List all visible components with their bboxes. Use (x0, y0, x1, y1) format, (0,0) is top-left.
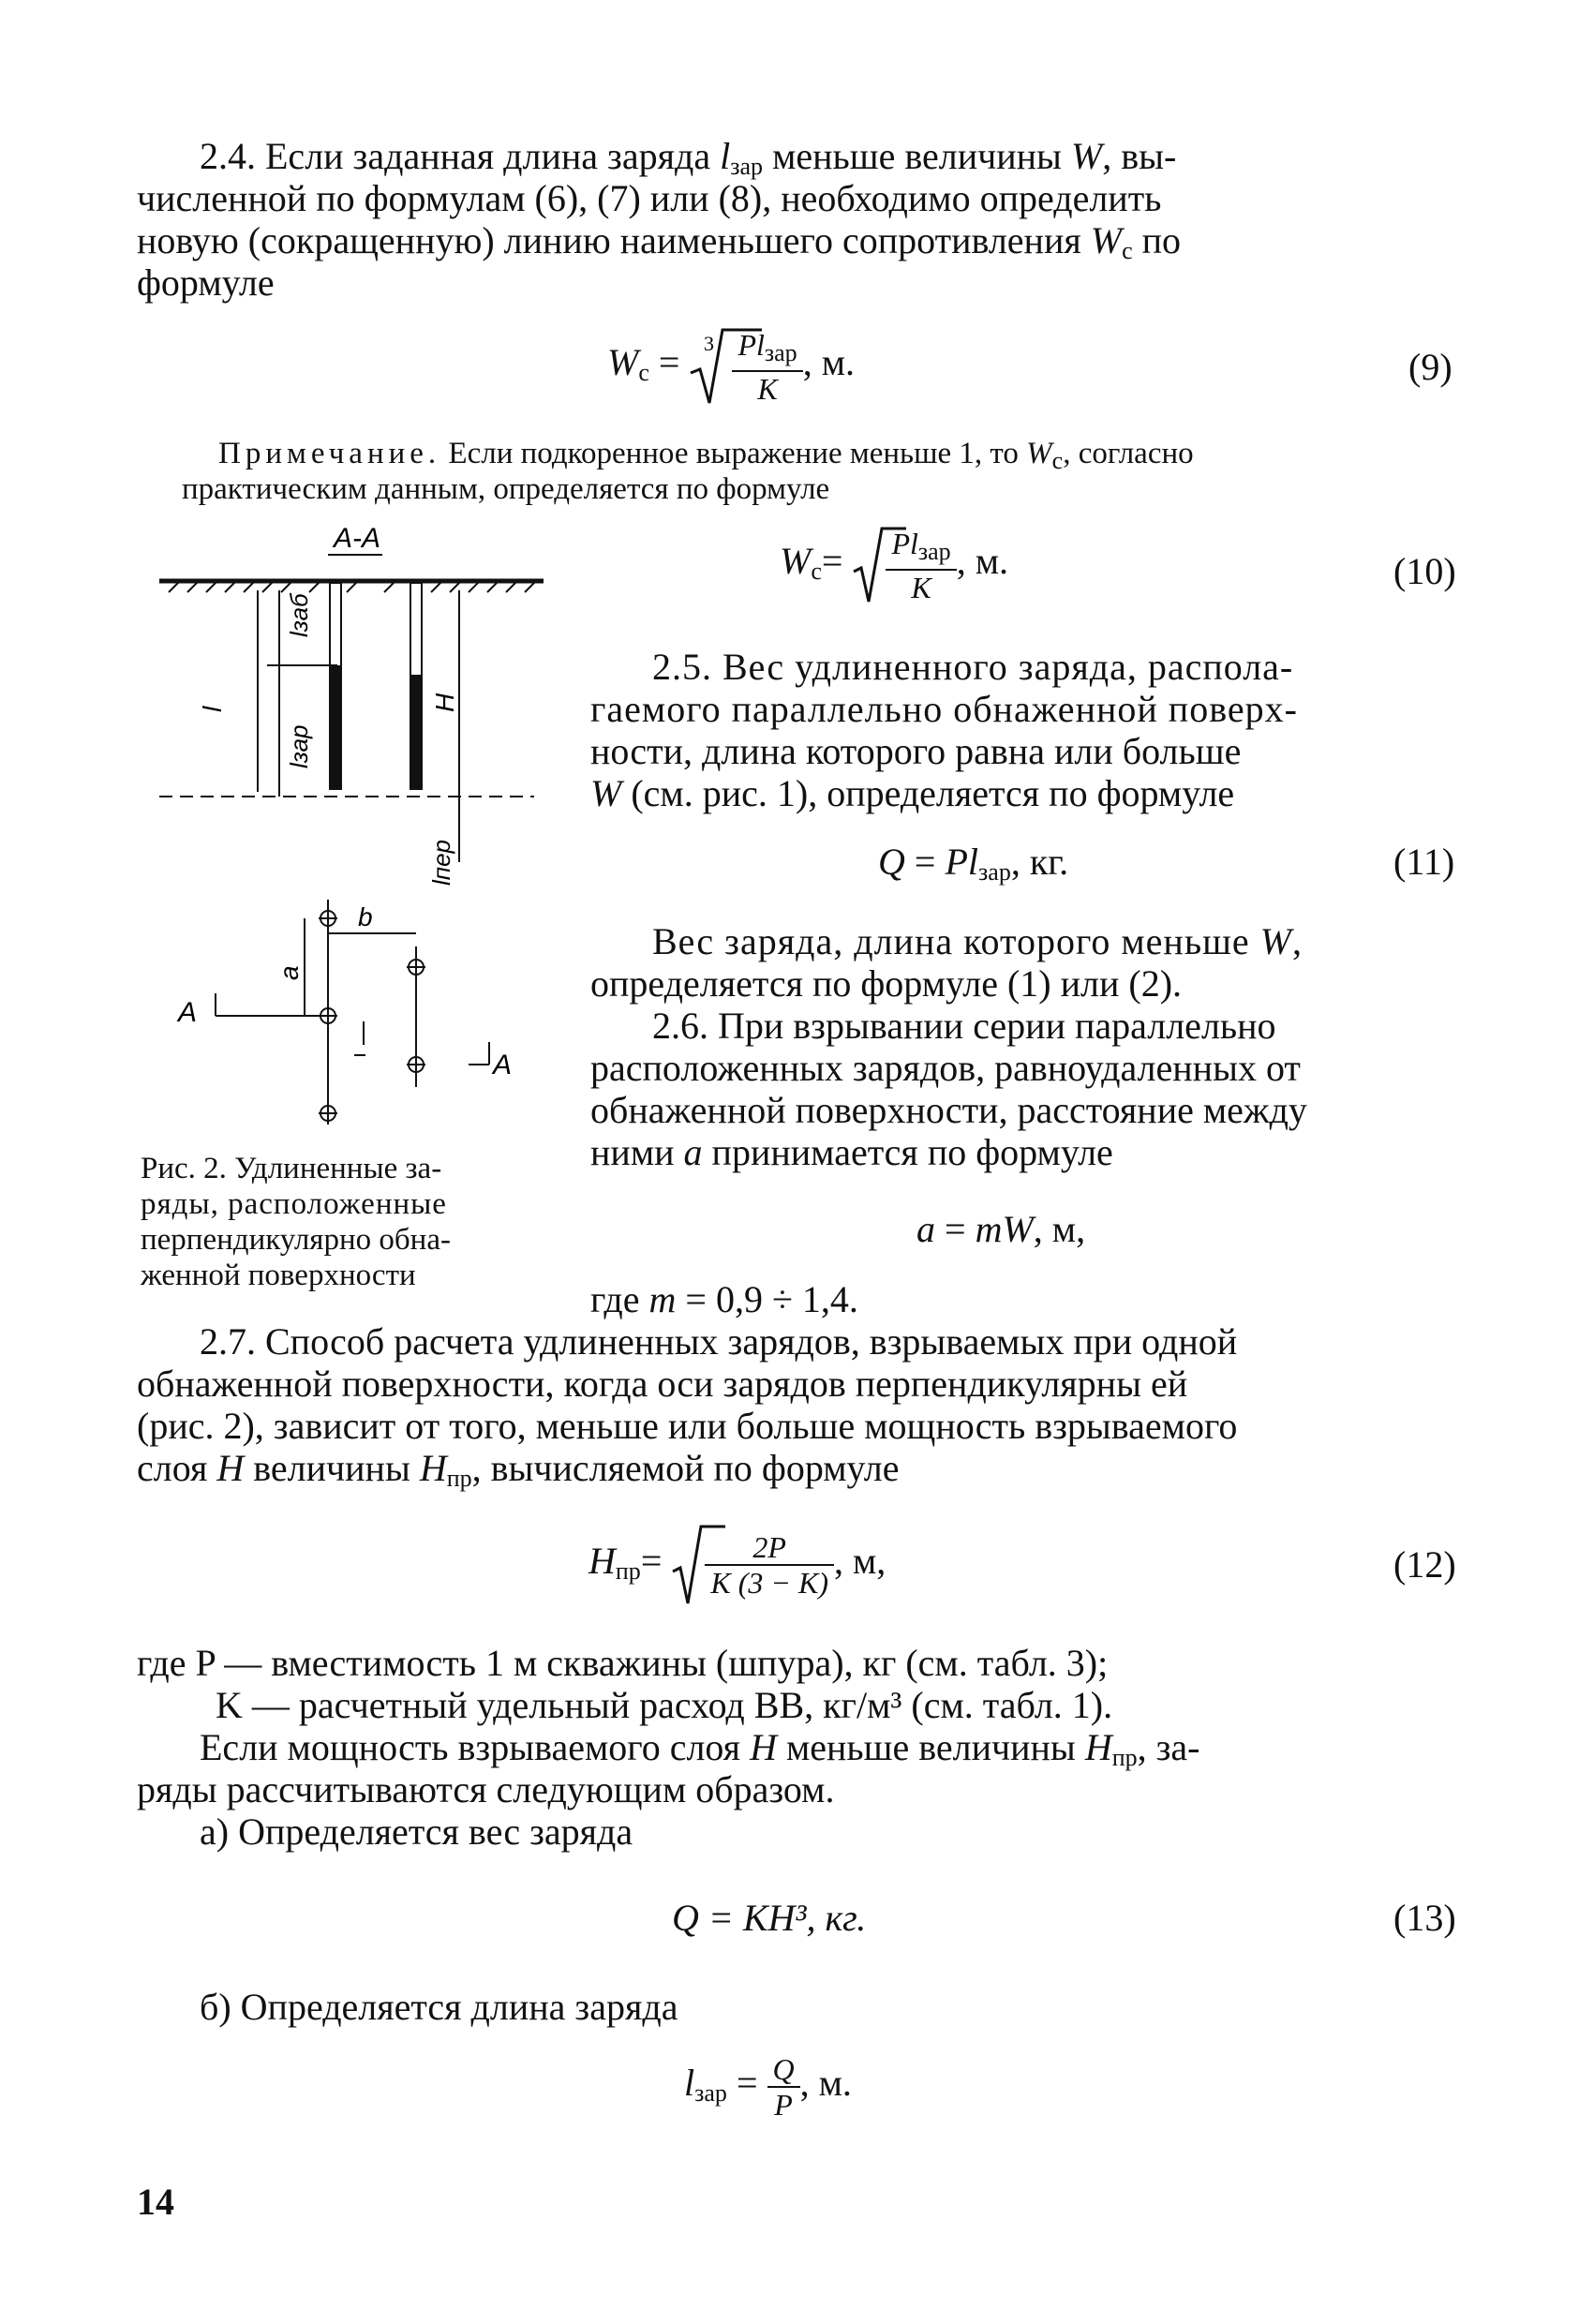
p25-line3: ности, длина которого равна или больше (590, 730, 1242, 772)
p27b-line2: ряды рассчитываются следующим образом. (137, 1768, 835, 1810)
label-H: H (430, 693, 459, 712)
label-lzar: lзар (285, 724, 313, 768)
figure-2 (150, 525, 581, 1125)
label-b: b (358, 902, 373, 931)
p25b-line1: Вес заряда, длина которого меньше W, (652, 920, 1303, 962)
p27-line3: (рис. 2), зависит от того, меньше или больше мощность взрываемого (137, 1405, 1238, 1447)
sym-zar: зар (730, 153, 764, 180)
formula-12: $H_{пр}=$ $\frac{2P}{K (3 - K)}$ , м, (588, 1523, 886, 1607)
formula-11: $Q = Pl_{зар}$, кг. (878, 841, 1069, 886)
p27b-a: а) Определяется вес заряда (200, 1810, 633, 1853)
figure-caption-2: ряды, расположенные (141, 1187, 447, 1221)
where-K: K — расчетный удельный расход ВВ, кг/м³ (см. табл. 1). (216, 1684, 1113, 1726)
eq-number-13: (13) (1393, 1897, 1456, 1939)
formula-lzar: $l_{зар}$ = $\frac{Q}{P}$ , м. (684, 2052, 852, 2122)
p26-line1: 2.6. При взрывании серии параллельно (652, 1005, 1276, 1047)
sym-c: с (638, 359, 649, 387)
p27-line1: 2.7. Способ расчета удлиненных зарядов, взрываемых при одной (200, 1320, 1238, 1363)
p27-line4: слоя H величины $H_{пр}$, вычисляемой по формуле (137, 1447, 900, 1492)
page-number: 14 (137, 2181, 174, 2223)
fraction: $\frac{Pl_{зар}}{K}$ (732, 328, 802, 406)
p24-line2: численной по формулам (6), (7) или (8), необходимо определить (137, 177, 1162, 219)
formula-13: Q = KH³, кг. (672, 1897, 867, 1939)
unit: , м. (802, 341, 855, 384)
where-P: где P — вместимость 1 м скважины (шпура), кг (см. табл. 3); (137, 1642, 1109, 1684)
note-line1: Примечание. Если подкоренное выражение меньше 1, то $W_с$, согласно (218, 437, 1194, 474)
root-index: 3 (704, 332, 715, 355)
note-text: Если подкоренное выражение меньше 1, то (440, 437, 1027, 470)
fraction: $\frac{2P}{K (3 - K)}$ (705, 1530, 834, 1600)
sym-Wc: W (607, 341, 639, 384)
p27b-b: б) Определяется длина заряда (200, 1986, 678, 2028)
p27b-line1: Если мощность взрываемого слоя H меньше величины $H_{пр}$, за- (200, 1726, 1200, 1771)
section-label: А-А (334, 525, 381, 554)
p25-line2: гаемого параллельно обнаженной поверх- (590, 688, 1298, 730)
p25-line4: W (см. рис. 1), определяется по формуле (590, 772, 1235, 814)
note-line2: практическим данным, определяется по формуле (182, 472, 830, 506)
label-lzab: lзаб (285, 593, 313, 637)
eq-number-11: (11) (1393, 841, 1455, 883)
p24-num: 2.4. (200, 135, 256, 177)
p24-text: по (1132, 219, 1182, 261)
eq-number-12: (12) (1393, 1543, 1456, 1586)
note-label: Примечание. (218, 437, 441, 470)
p25-line1: 2.5. Вес удлиненного заряда, распола- (652, 646, 1294, 688)
figure-caption-1: Рис. 2. Удлиненные за- (141, 1152, 442, 1185)
plan-view (216, 900, 489, 1125)
p26-line3: обнаженной поверхности, расстояние между (590, 1089, 1307, 1131)
p24-text: новую (сокращенную) линию наименьшего сопротивления (137, 219, 1091, 261)
fraction: $\frac{Q}{P}$ (767, 2052, 800, 2122)
sym-l: l (720, 135, 731, 177)
eq-number-9: (9) (1408, 346, 1452, 388)
p27-line2: обнаженной поверхности, когда оси зарядов перпендикулярны ей (137, 1363, 1188, 1405)
p24-text: меньше величины (763, 135, 1071, 177)
label-lper: lпер (427, 839, 455, 886)
p26-line2: расположенных зарядов, равноудаленных от (590, 1047, 1301, 1089)
fraction: $\frac{Pl_{зар}}{K}$ (886, 527, 956, 604)
eq-number-10: (10) (1393, 550, 1456, 592)
p25b-line2: определяется по формуле (1) или (2). (590, 962, 1183, 1005)
label-A-right: А (493, 1050, 513, 1080)
p24-text: , вы- (1102, 135, 1177, 177)
sym-W: W (1070, 135, 1103, 177)
sym-c: с (1122, 237, 1133, 264)
where-m: где m = 0,9 ÷ 1,4. (590, 1278, 858, 1320)
figure-caption-4: женной поверхности (141, 1259, 416, 1292)
formula-10: $W_с=$ $\frac{Pl_{зар}}{K}$ , м. (780, 526, 1008, 604)
formula-9: $W_с$ = 3 $\frac{Pl_{зар}}{K}$ , м. (607, 327, 855, 406)
p26-line4: ними a принимается по формуле (590, 1131, 1113, 1173)
label-a: a (275, 965, 304, 980)
figure-caption-3: перпендикулярно обна- (141, 1223, 451, 1257)
p24-line4: формуле (137, 261, 275, 304)
sym-Wc: W (1090, 219, 1123, 261)
formula-a: a = mW, м, (916, 1208, 1086, 1250)
label-A-left: А (178, 997, 198, 1028)
ground-hatch (159, 581, 544, 592)
label-l: l (198, 706, 227, 712)
p24-line3 (137, 220, 1181, 272)
p24-text: Если заданная длина заряда (265, 135, 721, 177)
